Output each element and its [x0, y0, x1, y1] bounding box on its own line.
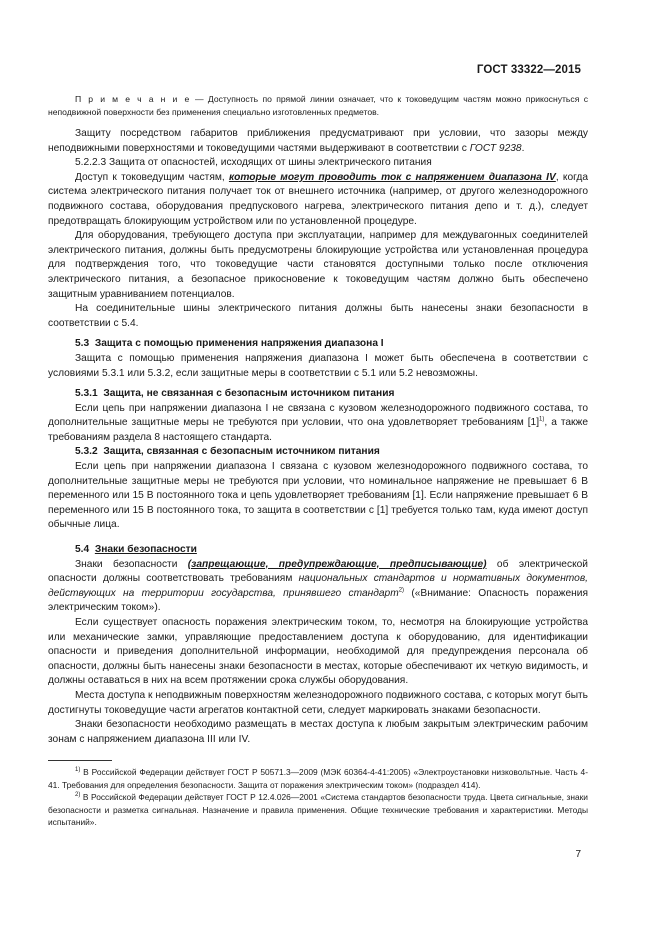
- paragraph: [48, 402, 588, 446]
- document-id: ГОСТ 33322—2015: [476, 64, 581, 76]
- section-number: 5.3.1: [75, 388, 98, 400]
- section-number: 5.3: [75, 338, 90, 350]
- section-number: 5.4: [75, 544, 90, 556]
- note-label: П р и м е ч а н и е: [75, 94, 191, 104]
- body-text: [48, 93, 588, 747]
- section-title: Знаки безопасности: [94, 544, 197, 556]
- footnote-marker: 2): [398, 587, 405, 594]
- emphasized-text: которые могут проводить ток с напряжением диапазона IV: [228, 171, 556, 183]
- paragraph: Для оборудования, требующего доступа при эксплуатации, например для междувагонных соединителей электрического питания, должны быть предусмотрены блокирующие устройства или установленная процедура для подтверждения того, что токоведущие части становятся доступными только после отключения электрического питания, а безопасное прикосновение к токоведущим частям должно быть обеспечено защитным уравниванием потенциалов.: [48, 230, 588, 300]
- paragraph: [48, 127, 588, 156]
- page-number: 7: [575, 849, 581, 860]
- section-heading-5-4: [48, 543, 588, 558]
- note-paragraph: [48, 93, 588, 119]
- section-title: Защита, связанная с безопасным источником питания: [103, 446, 380, 458]
- footnote-divider: [48, 760, 112, 761]
- paragraph-text: об электрической опасности должны соответствовать требованиям: [48, 558, 588, 585]
- paragraph-text: («Внимание: Опасность поражения электрическим током»).: [48, 587, 588, 614]
- paragraph-text: Доступ к токоведущим частям,: [75, 171, 229, 183]
- paragraph: Знаки безопасности необходимо размещать в местах доступа к любым закрытым электрическим рабочим зонам с напряжением диапазона III или IV.: [48, 719, 588, 745]
- paragraph-end: .: [521, 142, 525, 154]
- emphasized-text: (запрещающие, предупреждающие, предписывающие): [187, 558, 487, 570]
- footnote-marker: 1): [75, 767, 81, 774]
- section-number: 5.3.2: [75, 446, 98, 458]
- paragraph: Если цепь при напряжении диапазона I связана с кузовом железнодорожного подвижного состава, то дополнительные защитные меры не требуются при условии, что номинальное напряжение не превышает 6 В переменного или 15 В постоянного тока и цепь удовлетворяет требованиям [1]. Если напряжение превышает 6 В переменного или 15 В постоянного тока, то защита в соответствии с [1] требуется только там, куда имеют доступ обычные лица.: [48, 461, 588, 531]
- section-title: Защита с помощью применения напряжения диапазона I: [94, 338, 384, 350]
- footnote-text: В Российской Федерации действует ГОСТ Р 12.4.026—2001 «Система стандартов безопасности труда. Цвета сигнальные, знаки безопасности и разметка сигнальная. Назначение и правила применения. Общие технические требования и характеристики. Методы испытаний».: [48, 792, 588, 828]
- footnote-marker: 2): [75, 792, 81, 799]
- paragraph: Места доступа к неподвижным поверхностям железнодорожного подвижного состава, с которых могут быть достигнуты токоведущие части агрегатов контактной сети, следует маркировать знаками безопасности.: [48, 689, 588, 716]
- paragraph: Защита с помощью применения напряжения диапазона I может быть обеспечена в соответствии с условиями 5.3.1 или 5.3.2, если защитные меры в соответствии с 5.1 или 5.2 невозможны.: [48, 352, 588, 379]
- subsection-heading-5-2-2-3: 5.2.2.3 Защита от опасностей, исходящих от шины электрического питания: [75, 157, 432, 169]
- paragraph: На соединительные шины электрического питания должны быть нанесены знаки безопасности в соответствии с 5.4.: [48, 303, 588, 329]
- paragraph-text: , а также требованиям раздела 8 настоящего стандарта.: [48, 417, 588, 443]
- footnotes: [48, 766, 588, 829]
- footnote-text: В Российской Федерации действует ГОСТ Р 50571.3—2009 (МЭК 60364-4-41:2005) «Электроустановки низковольтные. Часть 4-41. Требования для определения безопасности. Защита от поражения электрическим током» (подраздел 414).: [48, 767, 588, 790]
- section-title: Защита, не связанная с безопасным источником питания: [103, 388, 395, 400]
- section-heading-5-3: [48, 337, 588, 352]
- paragraph: [48, 171, 588, 229]
- footnote-1: [48, 766, 588, 791]
- section-heading-5-3-2: [48, 445, 588, 460]
- standard-reference: ГОСТ 9238: [469, 142, 522, 154]
- note-text: — Доступность по прямой линии означает, что к токоведущим частям можно прикоснуться с неподвижной поверхности без применения специально изготовленных предметов.: [48, 94, 588, 117]
- italic-text: национальных стандартов и нормативных документов, действующих на территории государства, принявшего стандарт: [48, 573, 588, 599]
- paragraph-text: Защиту посредством габаритов приближения предусматривают при условии, что зазоры между неподвижными поверхностями и токоведущими частями выдерживают в соответствии с: [48, 128, 588, 154]
- paragraph-text: , когда система электрического питания получает ток от внешнего источника (например, от другого железнодорожного подвижного состава, оборудования предпускового нагрева, электрического питания депо и т. д.), следует предотвращать блокирующим устройством или по установленной процедуре.: [48, 171, 588, 227]
- paragraph-text: Знаки безопасности: [75, 558, 188, 570]
- paragraph-text: Если цепь при напряжении диапазона I не связана с кузовом железнодорожного подвижного состава, то дополнительные защитные меры не требуются при условии, что она удовлетворяет требованиям [1]: [48, 402, 588, 429]
- footnote-marker: 1): [539, 416, 545, 423]
- section-heading-5-3-1: [48, 387, 588, 402]
- footnote-2: [48, 791, 588, 829]
- paragraph: [48, 558, 588, 616]
- paragraph: Если существует опасность поражения электрическим током, то, несмотря на блокирующие устройства или механические замки, управляющие предоставлением доступа к оборудованию, для идентификации опасности и приведения дополнительной информации, необходимой для предупреждения персонала об опасности, должны быть нанесены знаки безопасности в местах, которые обеспечивают их четкую видимость, и должны оставаться в них на всем протяжении срока службы оборудования.: [48, 617, 588, 687]
